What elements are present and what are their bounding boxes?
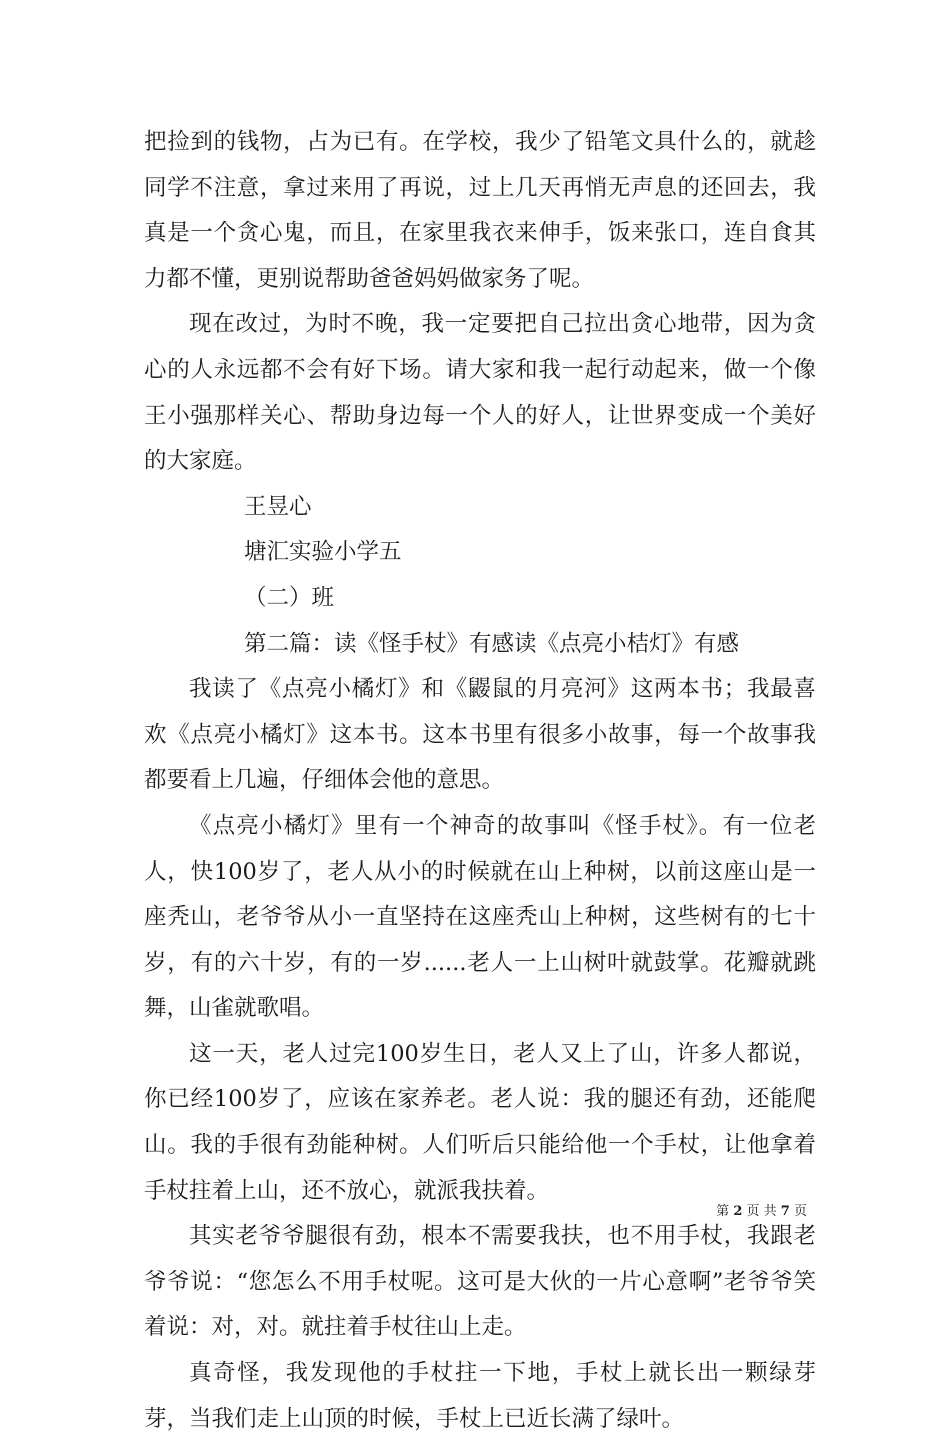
- school-name: 塘汇实验小学五: [244, 539, 402, 566]
- page-number-footer: [716, 1203, 807, 1221]
- author-name: 王昱心: [244, 493, 312, 520]
- total-page-number: 7: [780, 1204, 790, 1219]
- paragraph: 我读了《点亮小橘灯》和《鼹鼠的月亮河》这两本书；我最喜欢《点亮小橘灯》这本书。这本书里有很多小故事，每一个故事我都要看上几遍，仔细体会他的意思。: [144, 676, 816, 794]
- current-page-number: 2: [733, 1204, 743, 1219]
- footer-prefix: 第: [716, 1204, 730, 1219]
- paragraph: 《点亮小橘灯》里有一个神奇的故事叫《怪手杖》。有一位老人，快100岁了，老人从小的时候就在山上种树，以前这座山是一座秃山，老爷爷从小一直坚持在这座秃山上种树，这些树有的七十岁，有的六十岁，有的一岁......老人一上山树叶就鼓掌。花瓣就跳舞，山雀就歌唱。: [144, 812, 816, 1022]
- paragraph: 这一天，老人过完100岁生日，老人又上了山，许多人都说，你已经100岁了，应该在家养老。老人说：我的腿还有劲，还能爬山。我的手很有劲能种树。人们听后只能给他一个手杖，让他拿着手杖拄着上山，还不放心，就派我扶着。: [144, 1040, 816, 1204]
- paragraph: 现在改过，为时不晚，我一定要把自己拉出贪心地带，因为贪心的人永远都不会有好下场。请大家和我一起行动起来，做一个像王小强那样关心、帮助身边每一个人的好人，让世界变成一个美好的大家庭。: [144, 311, 816, 475]
- paragraph-continued: 把捡到的钱物，占为已有。在学校，我少了铅笔文具什么的，就趁同学不注意，拿过来用了再说，过上几天再悄无声息的还回去，我真是一个贪心鬼，而且，在家里我衣来伸手，饭来张口，连自食其力都不懂，更别说帮助爸爸妈妈做家务了呢。: [144, 129, 816, 292]
- footer-suffix: 页: [793, 1204, 807, 1219]
- document-body: [144, 120, 816, 1442]
- paragraph: 其实老爷爷腿很有劲，根本不需要我扶，也不用手杖，我跟老爷爷说：“您怎么不用手杖呢。这可是大伙的一片心意啊”老爷爷笑着说：对，对。就拄着手杖往山上走。: [144, 1223, 816, 1341]
- section-title: 第二篇：读《怪手杖》有感读《点亮小桔灯》有感: [244, 630, 740, 657]
- class-label: （二）班: [244, 584, 335, 611]
- footer-middle: 页 共: [746, 1204, 777, 1219]
- paragraph: 真奇怪，我发现他的手杖拄一下地，手杖上就长出一颗绿芽芽，当我们走上山顶的时候，手杖上已近长满了绿叶。: [144, 1360, 816, 1432]
